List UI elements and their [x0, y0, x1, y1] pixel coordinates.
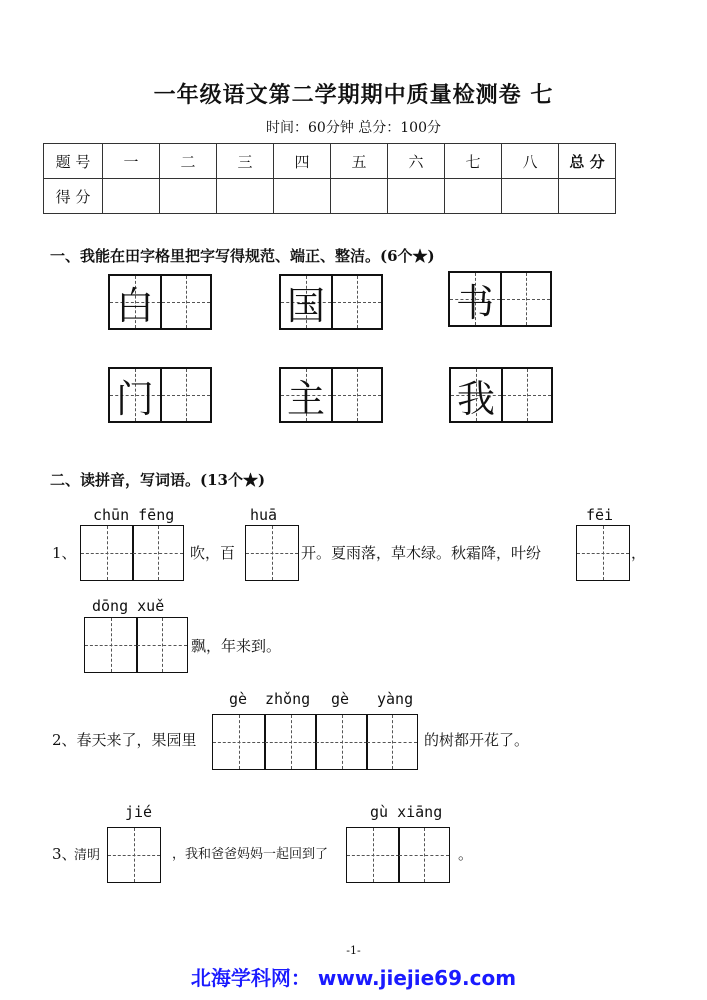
sample-char: 书 [455, 280, 494, 325]
answer-cell[interactable] [245, 525, 299, 581]
column-header: 五 [331, 144, 388, 179]
answer-cell[interactable] [315, 714, 368, 770]
pinyin-yang: yàng [377, 690, 414, 708]
page-subtitle: 时间：60分钟 总分：100分 [266, 120, 441, 136]
footer-site-link[interactable]: 北海学科网： www.jiejie69.com [190, 966, 517, 990]
grid-cell-write[interactable] [331, 274, 383, 330]
grid-cell-write[interactable] [331, 367, 383, 423]
pinyin-dongxue: dōng xuě [92, 597, 165, 615]
score-cell[interactable] [445, 179, 502, 214]
answer-cell[interactable] [366, 714, 418, 770]
question-text: 2、春天来了，果园里 [52, 731, 197, 749]
row-header-question: 题 号 [44, 144, 103, 179]
grid-cell-sample [279, 274, 333, 330]
question-text: 的树都开花了。 [424, 731, 530, 749]
answer-cell[interactable] [132, 525, 184, 581]
score-cell[interactable] [331, 179, 388, 214]
grid-cell-sample [108, 367, 162, 423]
section2-heading: 二、读拼音，写词语。(13个★) [50, 471, 266, 489]
question-text: 清明 [74, 848, 101, 863]
pinyin-jie: jié [125, 803, 153, 821]
answer-cell[interactable] [107, 827, 161, 883]
section1-heading: 一、我能在田字格里把字写得规范、端正、整洁。(6个★) [50, 247, 435, 265]
page-title: 一年级语文第二学期期中质量检测卷 七 [153, 82, 554, 108]
question-number: 1、 [52, 544, 77, 562]
score-table [43, 143, 616, 214]
grid-cell-sample [279, 367, 333, 423]
question-text: ， [631, 544, 647, 562]
pinyin-fei: fēi [586, 506, 614, 524]
table-row [44, 179, 616, 214]
grid-cell-sample [449, 367, 503, 423]
question-text: 开。夏雨落，草木绿。秋霜降，叶纷 [301, 544, 542, 562]
pinyin-chunfeng: chūn fēng [93, 506, 175, 524]
column-header: 六 [388, 144, 445, 179]
score-cell[interactable] [559, 179, 616, 214]
pinyin-ge: gè [229, 690, 248, 708]
answer-cell[interactable] [346, 827, 400, 883]
score-cell[interactable] [388, 179, 445, 214]
table-row [44, 144, 616, 179]
score-cell[interactable] [274, 179, 331, 214]
question-text: 吹，百 [190, 544, 236, 562]
grid-cell-sample [448, 271, 502, 327]
score-cell[interactable] [160, 179, 217, 214]
column-header-total: 总 分 [559, 144, 616, 179]
grid-cell-write[interactable] [160, 274, 212, 330]
question-text: ，我和爸爸妈妈一起回到了 [172, 847, 329, 862]
sample-char: 主 [286, 376, 325, 421]
answer-cell[interactable] [80, 525, 134, 581]
pinyin-ge: gè [331, 690, 350, 708]
grid-cell-write[interactable] [500, 271, 552, 327]
pinyin-zhong: zhǒng [265, 690, 311, 708]
sample-char: 白 [115, 283, 154, 328]
page-number: -1- [346, 944, 361, 957]
question-number: 3、 [52, 845, 77, 863]
column-header: 七 [445, 144, 502, 179]
pinyin-hua: huā [250, 506, 278, 524]
sample-char: 我 [456, 376, 495, 421]
score-cell[interactable] [103, 179, 160, 214]
answer-cell[interactable] [264, 714, 317, 770]
question-text: 飘，年来到。 [191, 637, 282, 655]
column-header: 三 [217, 144, 274, 179]
answer-cell[interactable] [84, 617, 138, 673]
grid-cell-sample [108, 274, 162, 330]
column-header: 八 [502, 144, 559, 179]
answer-cell[interactable] [212, 714, 266, 770]
sample-char: 国 [286, 283, 325, 328]
answer-cell[interactable] [398, 827, 450, 883]
column-header: 一 [103, 144, 160, 179]
row-header-score: 得 分 [44, 179, 103, 214]
pinyin-guxiang: gù xiāng [370, 803, 443, 821]
question-text: 。 [458, 845, 474, 863]
answer-cell[interactable] [576, 525, 630, 581]
answer-cell[interactable] [136, 617, 188, 673]
grid-cell-write[interactable] [160, 367, 212, 423]
column-header: 四 [274, 144, 331, 179]
score-cell[interactable] [502, 179, 559, 214]
sample-char: 门 [115, 376, 154, 421]
column-header: 二 [160, 144, 217, 179]
score-cell[interactable] [217, 179, 274, 214]
grid-cell-write[interactable] [501, 367, 553, 423]
